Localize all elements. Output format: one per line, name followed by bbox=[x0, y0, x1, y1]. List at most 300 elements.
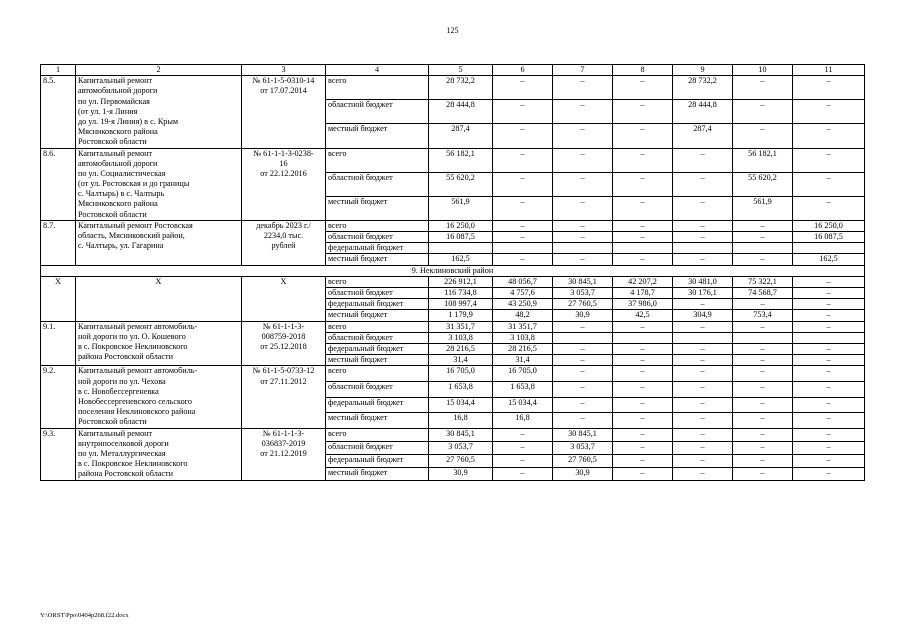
amount-cell: 4 178,7 bbox=[613, 288, 673, 299]
funding-source: областной бюджет bbox=[326, 100, 429, 124]
object-name-line: Новобессергеневского сельского bbox=[78, 397, 192, 407]
object-name-line: Мясниковского района bbox=[78, 199, 158, 209]
amount-cell: – bbox=[793, 344, 865, 355]
funding-source: всего bbox=[326, 321, 429, 332]
amount-cell: – bbox=[673, 299, 733, 310]
amount-cell: 16 087,5 bbox=[793, 232, 865, 243]
amount-cell: 56 182,1 bbox=[733, 148, 793, 172]
amount-cell: – bbox=[733, 232, 793, 243]
amount-cell: – bbox=[493, 172, 553, 196]
amount-cell: – bbox=[793, 355, 865, 366]
object-name-line: по ул. Первомайская bbox=[78, 96, 150, 106]
amount-cell: 28 732,2 bbox=[429, 76, 493, 100]
amount-cell: – bbox=[613, 454, 673, 467]
object-name-line: Капитальный ремонт bbox=[78, 148, 153, 158]
amount-cell: – bbox=[733, 220, 793, 231]
amount-cell: – bbox=[733, 254, 793, 265]
amount-cell: 42 207,2 bbox=[613, 276, 673, 287]
amount-cell: 3 053,7 bbox=[553, 288, 613, 299]
column-number: 9 bbox=[673, 65, 733, 76]
amount-cell: 27 760,5 bbox=[553, 299, 613, 310]
object-name-line: автомобильной дороги bbox=[78, 158, 158, 168]
amount-cell: 3 053,7 bbox=[429, 441, 493, 454]
object-name-line: внутрипоселковой дороги bbox=[78, 438, 169, 448]
amount-cell: – bbox=[733, 467, 793, 480]
amount-cell: – bbox=[613, 355, 673, 366]
amount-cell: – bbox=[493, 441, 553, 454]
table-row bbox=[41, 366, 865, 382]
amount-cell: – bbox=[493, 148, 553, 172]
amount-cell: 31 351,7 bbox=[493, 321, 553, 332]
document-reference bbox=[242, 76, 326, 148]
amount-cell bbox=[553, 243, 613, 254]
amount-cell: – bbox=[493, 428, 553, 441]
object-name-line: с. Чалтырь, ул. Гагарина bbox=[78, 241, 164, 251]
amount-cell: – bbox=[553, 172, 613, 196]
amount-cell: – bbox=[793, 299, 865, 310]
amount-cell: 226 912,1 bbox=[429, 276, 493, 287]
amount-cell: – bbox=[553, 366, 613, 382]
amount-cell bbox=[613, 332, 673, 343]
amount-cell bbox=[553, 332, 613, 343]
amount-cell: – bbox=[613, 413, 673, 429]
amount-cell: – bbox=[793, 454, 865, 467]
document-reference-line: декабрь 2023 г./ bbox=[256, 220, 311, 230]
amount-cell: – bbox=[793, 196, 865, 220]
amount-cell: 30,9 bbox=[429, 467, 493, 480]
table-row bbox=[41, 276, 865, 287]
amount-cell: – bbox=[493, 220, 553, 231]
object-name-line: в с. Покровское Неклиновского bbox=[78, 459, 188, 469]
funding-source: местный бюджет bbox=[326, 413, 429, 429]
funding-source: местный бюджет bbox=[326, 310, 429, 321]
amount-cell: 27 760,5 bbox=[553, 454, 613, 467]
object-name-line: до ул. 19-я Линия) в с. Крым bbox=[78, 116, 179, 126]
column-number: 8 bbox=[613, 65, 673, 76]
amount-cell: – bbox=[793, 321, 865, 332]
amount-cell bbox=[733, 332, 793, 343]
amount-cell: – bbox=[673, 428, 733, 441]
document-reference-line: № 61-1-5-0310-14 bbox=[252, 76, 315, 86]
region-row bbox=[41, 265, 865, 276]
amount-cell: – bbox=[613, 76, 673, 100]
amount-cell: – bbox=[613, 196, 673, 220]
amount-cell: – bbox=[733, 124, 793, 148]
amount-cell: – bbox=[613, 397, 673, 413]
column-number: 4 bbox=[326, 65, 429, 76]
document-reference bbox=[242, 428, 326, 480]
amount-cell: – bbox=[733, 454, 793, 467]
amount-cell: – bbox=[673, 232, 733, 243]
amount-cell: – bbox=[553, 382, 613, 398]
amount-cell: 15 034,4 bbox=[429, 397, 493, 413]
object-name-line: ной дороги по ул. О. Кошевого bbox=[78, 331, 186, 341]
amount-cell: – bbox=[733, 382, 793, 398]
item-number: 8.6. bbox=[41, 148, 76, 220]
amount-cell: – bbox=[613, 344, 673, 355]
amount-cell: 74 568,7 bbox=[733, 288, 793, 299]
column-number: 7 bbox=[553, 65, 613, 76]
object-name-line: Ростовской области bbox=[78, 137, 147, 147]
object-name bbox=[76, 220, 242, 265]
amount-cell: 16 250,0 bbox=[793, 220, 865, 231]
document-reference-line: от 21.12.2019 bbox=[260, 448, 307, 458]
amount-cell: – bbox=[793, 413, 865, 429]
funding-source: всего bbox=[326, 148, 429, 172]
document-reference-line: от 22.12.2016 bbox=[260, 168, 307, 178]
amount-cell: – bbox=[493, 467, 553, 480]
amount-cell: – bbox=[673, 172, 733, 196]
amount-cell: 561,9 bbox=[733, 196, 793, 220]
funding-source: всего bbox=[326, 76, 429, 100]
amount-cell: 30 845,1 bbox=[553, 276, 613, 287]
amount-cell: 31,4 bbox=[429, 355, 493, 366]
amount-cell: 30 845,1 bbox=[429, 428, 493, 441]
table-row bbox=[41, 321, 865, 332]
amount-cell: 16,8 bbox=[429, 413, 493, 429]
amount-cell: – bbox=[553, 344, 613, 355]
column-number-row bbox=[41, 65, 865, 76]
amount-cell: 43 250,9 bbox=[493, 299, 553, 310]
object-name-line: района Ростовской области bbox=[78, 352, 174, 362]
amount-cell: 75 322,1 bbox=[733, 276, 793, 287]
funding-source: областной бюджет bbox=[326, 288, 429, 299]
amount-cell: – bbox=[733, 344, 793, 355]
object-name-line: района Ростовской области bbox=[78, 469, 174, 479]
amount-cell: – bbox=[673, 148, 733, 172]
amount-cell: 3 103,8 bbox=[429, 332, 493, 343]
amount-cell: – bbox=[613, 321, 673, 332]
object-name-line: Капитальный ремонт bbox=[78, 76, 153, 86]
object-name-line: ной дороги по ул. Чехова bbox=[78, 376, 166, 386]
item-number: 8.7. bbox=[41, 220, 76, 265]
amount-cell: 1 653,8 bbox=[493, 382, 553, 398]
object-name-line: Капитальный ремонт bbox=[78, 428, 153, 438]
amount-cell: – bbox=[553, 148, 613, 172]
amount-cell: – bbox=[493, 232, 553, 243]
amount-cell: – bbox=[733, 355, 793, 366]
amount-cell: 16 705,0 bbox=[429, 366, 493, 382]
document-reference-line: от 27.11.2012 bbox=[260, 376, 307, 386]
amount-cell: – bbox=[793, 288, 865, 299]
amount-cell: – bbox=[493, 196, 553, 220]
object-name-line: Ростовской области bbox=[78, 209, 147, 219]
amount-cell bbox=[493, 243, 553, 254]
document-reference-line: 2234,0 тыс. bbox=[263, 231, 304, 241]
amount-cell: – bbox=[553, 355, 613, 366]
document-reference bbox=[242, 321, 326, 366]
amount-cell: – bbox=[613, 172, 673, 196]
column-number: 10 bbox=[733, 65, 793, 76]
amount-cell: – bbox=[493, 76, 553, 100]
amount-cell: 48 056,7 bbox=[493, 276, 553, 287]
amount-cell: 27 760,5 bbox=[429, 454, 493, 467]
object-name-line: Капитальный ремонт автомобиль- bbox=[78, 321, 198, 331]
item-number: 9.1. bbox=[41, 321, 76, 366]
amount-cell: – bbox=[553, 254, 613, 265]
amount-cell bbox=[673, 243, 733, 254]
amount-cell: – bbox=[793, 397, 865, 413]
object-name bbox=[76, 428, 242, 480]
amount-cell: – bbox=[613, 220, 673, 231]
table-row bbox=[41, 76, 865, 100]
item-number: Х bbox=[41, 276, 76, 321]
amount-cell: 162,5 bbox=[429, 254, 493, 265]
amount-cell: – bbox=[673, 441, 733, 454]
object-name bbox=[76, 76, 242, 148]
amount-cell: 55 620,2 bbox=[429, 172, 493, 196]
item-number: 8.5. bbox=[41, 76, 76, 148]
amount-cell: – bbox=[793, 382, 865, 398]
column-number: 6 bbox=[493, 65, 553, 76]
funding-source: областной бюджет bbox=[326, 441, 429, 454]
amount-cell: – bbox=[493, 100, 553, 124]
funding-source: местный бюджет bbox=[326, 355, 429, 366]
object-name bbox=[76, 276, 242, 321]
funding-source: местный бюджет bbox=[326, 196, 429, 220]
column-number: 5 bbox=[429, 65, 493, 76]
amount-cell: 37 986,0 bbox=[613, 299, 673, 310]
funding-source: всего bbox=[326, 428, 429, 441]
document-reference-line: № 61-1-5-0733-12 bbox=[252, 366, 315, 376]
item-number: 9.2. bbox=[41, 366, 76, 428]
amount-cell: 30,9 bbox=[553, 310, 613, 321]
amount-cell: – bbox=[673, 413, 733, 429]
column-number: 1 bbox=[41, 65, 76, 76]
amount-cell: 16 705,0 bbox=[493, 366, 553, 382]
amount-cell: 28 444,8 bbox=[429, 100, 493, 124]
amount-cell: – bbox=[493, 254, 553, 265]
amount-cell: 55 620,2 bbox=[733, 172, 793, 196]
amount-cell: – bbox=[793, 276, 865, 287]
amount-cell: – bbox=[733, 321, 793, 332]
amount-cell: 42,5 bbox=[613, 310, 673, 321]
object-name bbox=[76, 366, 242, 428]
amount-cell: 56 182,1 bbox=[429, 148, 493, 172]
funding-source: всего bbox=[326, 220, 429, 231]
table-row bbox=[41, 220, 865, 231]
document-reference-line: № 61-1-1-3- bbox=[262, 428, 305, 438]
amount-cell: – bbox=[733, 413, 793, 429]
amount-cell: 3 103,8 bbox=[493, 332, 553, 343]
document-reference-line: 036837-2019 bbox=[261, 438, 306, 448]
object-name-line: Мясниковского района bbox=[78, 127, 158, 137]
document-reference-line: № 61-1-1-3-0238- bbox=[253, 148, 314, 158]
amount-cell: – bbox=[793, 172, 865, 196]
amount-cell: – bbox=[553, 100, 613, 124]
amount-cell: – bbox=[493, 454, 553, 467]
amount-cell: 28 216,5 bbox=[429, 344, 493, 355]
amount-cell: – bbox=[553, 232, 613, 243]
amount-cell: – bbox=[793, 310, 865, 321]
funding-source: областной бюджет bbox=[326, 382, 429, 398]
budget-table bbox=[40, 64, 865, 481]
object-name-line: в с. Новобессергеневка bbox=[78, 386, 159, 396]
document-reference bbox=[242, 276, 326, 321]
funding-source: федеральный бюджет bbox=[326, 243, 429, 254]
amount-cell: 16 087,5 bbox=[429, 232, 493, 243]
amount-cell bbox=[793, 243, 865, 254]
amount-cell: 1 653,8 bbox=[429, 382, 493, 398]
amount-cell: – bbox=[793, 76, 865, 100]
amount-cell: – bbox=[733, 428, 793, 441]
object-name-line: Капитальный ремонт Ростовская bbox=[78, 220, 193, 230]
amount-cell: 30,9 bbox=[553, 467, 613, 480]
amount-cell bbox=[673, 332, 733, 343]
document-reference bbox=[242, 366, 326, 428]
amount-cell: 28 732,2 bbox=[673, 76, 733, 100]
amount-cell: – bbox=[553, 124, 613, 148]
object-name-line: автомобильной дороги bbox=[78, 86, 158, 96]
amount-cell: 31 351,7 bbox=[429, 321, 493, 332]
amount-cell: – bbox=[553, 76, 613, 100]
amount-cell: – bbox=[493, 124, 553, 148]
document-reference-line: 16 bbox=[279, 158, 288, 168]
amount-cell: – bbox=[793, 441, 865, 454]
funding-source: федеральный бюджет bbox=[326, 454, 429, 467]
document-reference-line: рублей bbox=[271, 241, 296, 251]
item-number: 9.3. bbox=[41, 428, 76, 480]
amount-cell: – bbox=[673, 382, 733, 398]
object-name-line: в с. Покровское Неклиновского bbox=[78, 342, 188, 352]
amount-cell: 30 481,0 bbox=[673, 276, 733, 287]
funding-source: федеральный бюджет bbox=[326, 344, 429, 355]
amount-cell: – bbox=[793, 100, 865, 124]
document-reference-line: от 17.07.2014 bbox=[260, 86, 307, 96]
column-number: 11 bbox=[793, 65, 865, 76]
amount-cell: 116 734,8 bbox=[429, 288, 493, 299]
file-path-footer: Y:\ORST\Ppo\0404p268.f22.docx bbox=[40, 612, 129, 619]
page-number: 125 bbox=[446, 26, 459, 35]
document-reference-line: Х bbox=[280, 276, 287, 286]
amount-cell: – bbox=[553, 220, 613, 231]
object-name-line: поселения Неклиновского района bbox=[78, 407, 196, 417]
funding-source: всего bbox=[326, 366, 429, 382]
amount-cell: 31,4 bbox=[493, 355, 553, 366]
amount-cell: – bbox=[613, 148, 673, 172]
object-name-line: по ул. Социалистическая bbox=[78, 168, 166, 178]
amount-cell: 48,2 bbox=[493, 310, 553, 321]
amount-cell: – bbox=[673, 254, 733, 265]
object-name-line: (от ул. 1-я Линия bbox=[78, 106, 138, 116]
amount-cell: – bbox=[613, 100, 673, 124]
object-name-line: Капитальный ремонт автомобиль- bbox=[78, 366, 198, 376]
amount-cell: – bbox=[613, 254, 673, 265]
amount-cell: – bbox=[553, 196, 613, 220]
amount-cell: – bbox=[613, 382, 673, 398]
amount-cell: – bbox=[613, 366, 673, 382]
amount-cell: 28 216,5 bbox=[493, 344, 553, 355]
amount-cell: – bbox=[613, 428, 673, 441]
amount-cell: – bbox=[613, 124, 673, 148]
amount-cell: 304,9 bbox=[673, 310, 733, 321]
amount-cell: – bbox=[613, 441, 673, 454]
amount-cell: – bbox=[553, 321, 613, 332]
document-reference-line: 008759-2018 bbox=[261, 331, 306, 341]
amount-cell: – bbox=[793, 428, 865, 441]
amount-cell: 1 179,9 bbox=[429, 310, 493, 321]
amount-cell: – bbox=[793, 366, 865, 382]
object-name-line: Ростовской области bbox=[78, 417, 147, 427]
table-row bbox=[41, 148, 865, 172]
amount-cell: 28 444,8 bbox=[673, 100, 733, 124]
amount-cell: 287,4 bbox=[429, 124, 493, 148]
funding-source: областной бюджет bbox=[326, 332, 429, 343]
amount-cell: 30 176,1 bbox=[673, 288, 733, 299]
amount-cell: 108 997,4 bbox=[429, 299, 493, 310]
amount-cell: – bbox=[793, 148, 865, 172]
amount-cell: – bbox=[733, 397, 793, 413]
document-reference-line: от 25.12.2018 bbox=[260, 342, 307, 352]
amount-cell: – bbox=[733, 366, 793, 382]
document-reference bbox=[242, 220, 326, 265]
object-name-line: по ул. Металлургическая bbox=[78, 448, 166, 458]
amount-cell: – bbox=[673, 397, 733, 413]
amount-cell: – bbox=[673, 454, 733, 467]
amount-cell: 561,9 bbox=[429, 196, 493, 220]
amount-cell: – bbox=[673, 355, 733, 366]
object-name-line: область, Мясниковский район, bbox=[78, 231, 185, 241]
amount-cell: 753,4 bbox=[733, 310, 793, 321]
amount-cell: 3 053,7 bbox=[553, 441, 613, 454]
document-reference bbox=[242, 148, 326, 220]
amount-cell: – bbox=[733, 299, 793, 310]
amount-cell bbox=[429, 243, 493, 254]
object-name bbox=[76, 321, 242, 366]
funding-source: местный бюджет bbox=[326, 254, 429, 265]
funding-source: федеральный бюджет bbox=[326, 299, 429, 310]
amount-cell: – bbox=[733, 76, 793, 100]
column-number: 2 bbox=[76, 65, 242, 76]
amount-cell: – bbox=[613, 467, 673, 480]
funding-source: областной бюджет bbox=[326, 172, 429, 196]
amount-cell: 30 845,1 bbox=[553, 428, 613, 441]
funding-source: местный бюджет bbox=[326, 124, 429, 148]
amount-cell bbox=[613, 243, 673, 254]
object-name bbox=[76, 148, 242, 220]
object-name-line: Х bbox=[155, 276, 162, 286]
funding-source: местный бюджет bbox=[326, 467, 429, 480]
amount-cell: – bbox=[673, 321, 733, 332]
amount-cell: – bbox=[553, 397, 613, 413]
funding-source: областной бюджет bbox=[326, 232, 429, 243]
region-title: 9. Неклиновский район bbox=[41, 265, 865, 276]
amount-cell: – bbox=[793, 124, 865, 148]
amount-cell: 287,4 bbox=[673, 124, 733, 148]
amount-cell: – bbox=[673, 344, 733, 355]
amount-cell: – bbox=[673, 366, 733, 382]
amount-cell: 4 757,6 bbox=[493, 288, 553, 299]
document-reference-line: № 61-1-1-3- bbox=[262, 321, 305, 331]
amount-cell: 162,5 bbox=[793, 254, 865, 265]
column-number: 3 bbox=[242, 65, 326, 76]
amount-cell: – bbox=[793, 467, 865, 480]
amount-cell: 15 034,4 bbox=[493, 397, 553, 413]
amount-cell bbox=[733, 243, 793, 254]
amount-cell: – bbox=[673, 196, 733, 220]
amount-cell: – bbox=[673, 467, 733, 480]
amount-cell: – bbox=[673, 220, 733, 231]
object-name-line: с. Чалтырь) в с. Чалтырь bbox=[78, 189, 165, 199]
amount-cell: – bbox=[553, 413, 613, 429]
funding-source: федеральный бюджет bbox=[326, 397, 429, 413]
object-name-line: (от ул. Ростовская и до границы bbox=[78, 179, 190, 189]
amount-cell: – bbox=[613, 232, 673, 243]
amount-cell: – bbox=[733, 441, 793, 454]
table-row bbox=[41, 428, 865, 441]
amount-cell: – bbox=[733, 100, 793, 124]
amount-cell: 16,8 bbox=[493, 413, 553, 429]
